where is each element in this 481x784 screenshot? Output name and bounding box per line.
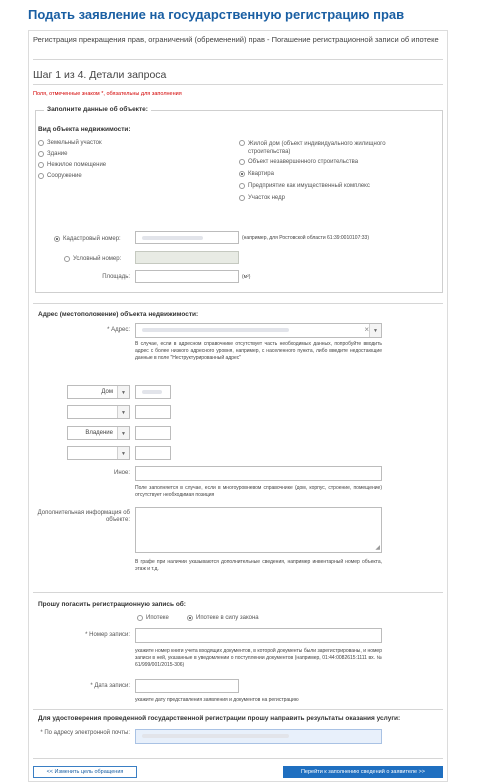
radio-object-building[interactable]: Здание bbox=[38, 151, 67, 157]
record-date-hint: укажите дату представления заявления и документов на регистрацию bbox=[135, 697, 299, 703]
chevron-down-icon: ▼ bbox=[117, 406, 129, 418]
address-hint: В случае, если в адресном справочнике отсутствует часть необходимых данных, попробуйте вводить адрес с более низкого адресного уровня, например, с населенного пункта, либо введите недостающие данные в поле "Неструктурированный адрес" bbox=[135, 341, 382, 361]
divider bbox=[33, 84, 443, 85]
radio-object-house[interactable]: Жилой дом (объект индивидуального жилищного строительства) bbox=[239, 140, 414, 156]
room-number-input[interactable] bbox=[135, 446, 171, 460]
radio-icon bbox=[38, 173, 44, 179]
radio-conditional[interactable]: Условный номер: bbox=[64, 256, 121, 262]
chevron-down-icon: ▼ bbox=[117, 427, 129, 439]
conditional-input[interactable] bbox=[135, 251, 239, 264]
step-title: Шаг 1 из 4. Детали запроса bbox=[33, 69, 167, 81]
radio-icon bbox=[38, 140, 44, 146]
page-title: Подать заявление на государственную регистрацию прав bbox=[28, 7, 405, 22]
radio-icon bbox=[239, 183, 245, 189]
radio-icon bbox=[38, 151, 44, 157]
radio-icon bbox=[239, 140, 245, 146]
extra-info-label: Дополнительная информация об объекте: bbox=[37, 510, 130, 523]
object-type-label: Вид объекта недвижимости: bbox=[38, 126, 131, 133]
cadastral-hint: (например, для Ростовской области 61:39:0010107:33) bbox=[242, 235, 369, 241]
cadastral-input[interactable] bbox=[135, 231, 239, 244]
building-number-input[interactable] bbox=[135, 405, 171, 419]
radio-icon bbox=[137, 615, 143, 621]
cancel-section-title: Прошу погасить регистрационную запись об: bbox=[38, 601, 186, 608]
radio-cadastral[interactable]: Кадастровый номер: bbox=[54, 236, 121, 242]
area-unit: (м²) bbox=[242, 274, 251, 280]
divider bbox=[33, 303, 443, 304]
radio-icon bbox=[38, 162, 44, 168]
radio-mortgage-by-law[interactable]: Ипотеке в силу закона bbox=[187, 615, 259, 621]
divider bbox=[33, 758, 443, 759]
clear-icon[interactable]: × bbox=[364, 325, 369, 334]
other-hint: Поле заполняется в случае, если в многоуровневом справочнике (дом, корпус, строение, помещение) отсутствует необходимая позиция bbox=[135, 485, 382, 498]
next-button[interactable]: Перейти к заполнению сведений о заявителе >> bbox=[283, 766, 443, 778]
radio-object-apartment[interactable]: Квартира bbox=[239, 171, 274, 177]
record-number-input[interactable] bbox=[135, 628, 382, 643]
record-date-input[interactable] bbox=[135, 679, 239, 693]
email-input[interactable] bbox=[135, 729, 382, 744]
radio-object-structure[interactable]: Сооружение bbox=[38, 173, 82, 179]
object-legend: Заполните данные об объекте: bbox=[44, 106, 151, 113]
divider bbox=[33, 709, 443, 710]
radio-mortgage[interactable]: Ипотеке bbox=[137, 615, 169, 621]
ownership-number-input[interactable] bbox=[135, 426, 171, 440]
required-note: Поля, отмеченные знаком *, обязательны для заполнения bbox=[33, 91, 182, 97]
radio-icon bbox=[239, 195, 245, 201]
email-label: * По адресу электронной почты: bbox=[40, 730, 130, 736]
area-label: Площадь: bbox=[102, 274, 130, 280]
house-number-input[interactable] bbox=[135, 385, 171, 399]
back-button[interactable]: << Изменить цель обращения bbox=[33, 766, 137, 778]
radio-object-subsoil[interactable]: Участок недр bbox=[239, 195, 285, 201]
object-fieldset bbox=[35, 110, 443, 293]
radio-object-unfinished[interactable]: Объект незавершенного строительства bbox=[239, 159, 358, 165]
house-type-select-1[interactable]: Дом ▼ bbox=[67, 385, 130, 399]
record-number-hint: укажите номер книги учета входящих документов, в которой документы были зарегистрированы, и номер записи в ней, указанные в уведомлении о поступлении документов (например, 01:44:0082615:1111 вх. № 61/999/001/2015-306) bbox=[135, 648, 382, 668]
house-type-select-2[interactable] bbox=[67, 405, 130, 419]
house-type-select-4[interactable] bbox=[67, 446, 130, 460]
radio-object-nonresidential[interactable]: Нежилое помещение bbox=[38, 162, 106, 168]
resize-grip-icon[interactable]: ◢ bbox=[375, 545, 380, 551]
radio-object-enterprise[interactable]: Предприятие как имущественный комплекс bbox=[239, 183, 370, 189]
radio-object-land[interactable]: Земельный участок bbox=[38, 140, 102, 146]
service-title: Регистрация прекращения прав, ограничений (обременений) прав - Погашение регистрационной записи об ипотеке bbox=[33, 35, 439, 44]
address-section-title: Адрес (местоположение) объекта недвижимости: bbox=[38, 311, 199, 318]
divider bbox=[33, 592, 443, 593]
radio-checked-icon bbox=[239, 171, 245, 177]
chevron-down-icon: ▼ bbox=[117, 386, 129, 398]
chevron-down-icon: ▼ bbox=[117, 447, 129, 459]
radio-icon bbox=[239, 159, 245, 165]
radio-checked-icon bbox=[187, 615, 193, 621]
result-section-title: Для удостоверения проведенной государственной регистрации прошу направить результаты оказания услуги: bbox=[38, 715, 401, 722]
extra-info-textarea[interactable] bbox=[135, 507, 382, 553]
extra-info-hint: В графе при наличии указываются дополнительные сведения, например инвентарный номер объекта, этаж и т.д. bbox=[135, 559, 382, 572]
radio-checked-icon bbox=[54, 236, 60, 242]
other-label: Иное: bbox=[114, 470, 130, 476]
area-input[interactable] bbox=[135, 270, 239, 283]
other-input[interactable] bbox=[135, 466, 382, 481]
divider bbox=[33, 59, 443, 60]
address-select[interactable] bbox=[135, 323, 382, 338]
chevron-down-icon[interactable]: ▼ bbox=[369, 324, 381, 337]
radio-icon bbox=[64, 256, 70, 262]
address-label: * Адрес: bbox=[107, 327, 130, 333]
record-number-label: * Номер записи: bbox=[85, 632, 130, 638]
house-type-select-3[interactable]: Владение ▼ bbox=[67, 426, 130, 440]
record-date-label: * Дата записи: bbox=[90, 683, 130, 689]
